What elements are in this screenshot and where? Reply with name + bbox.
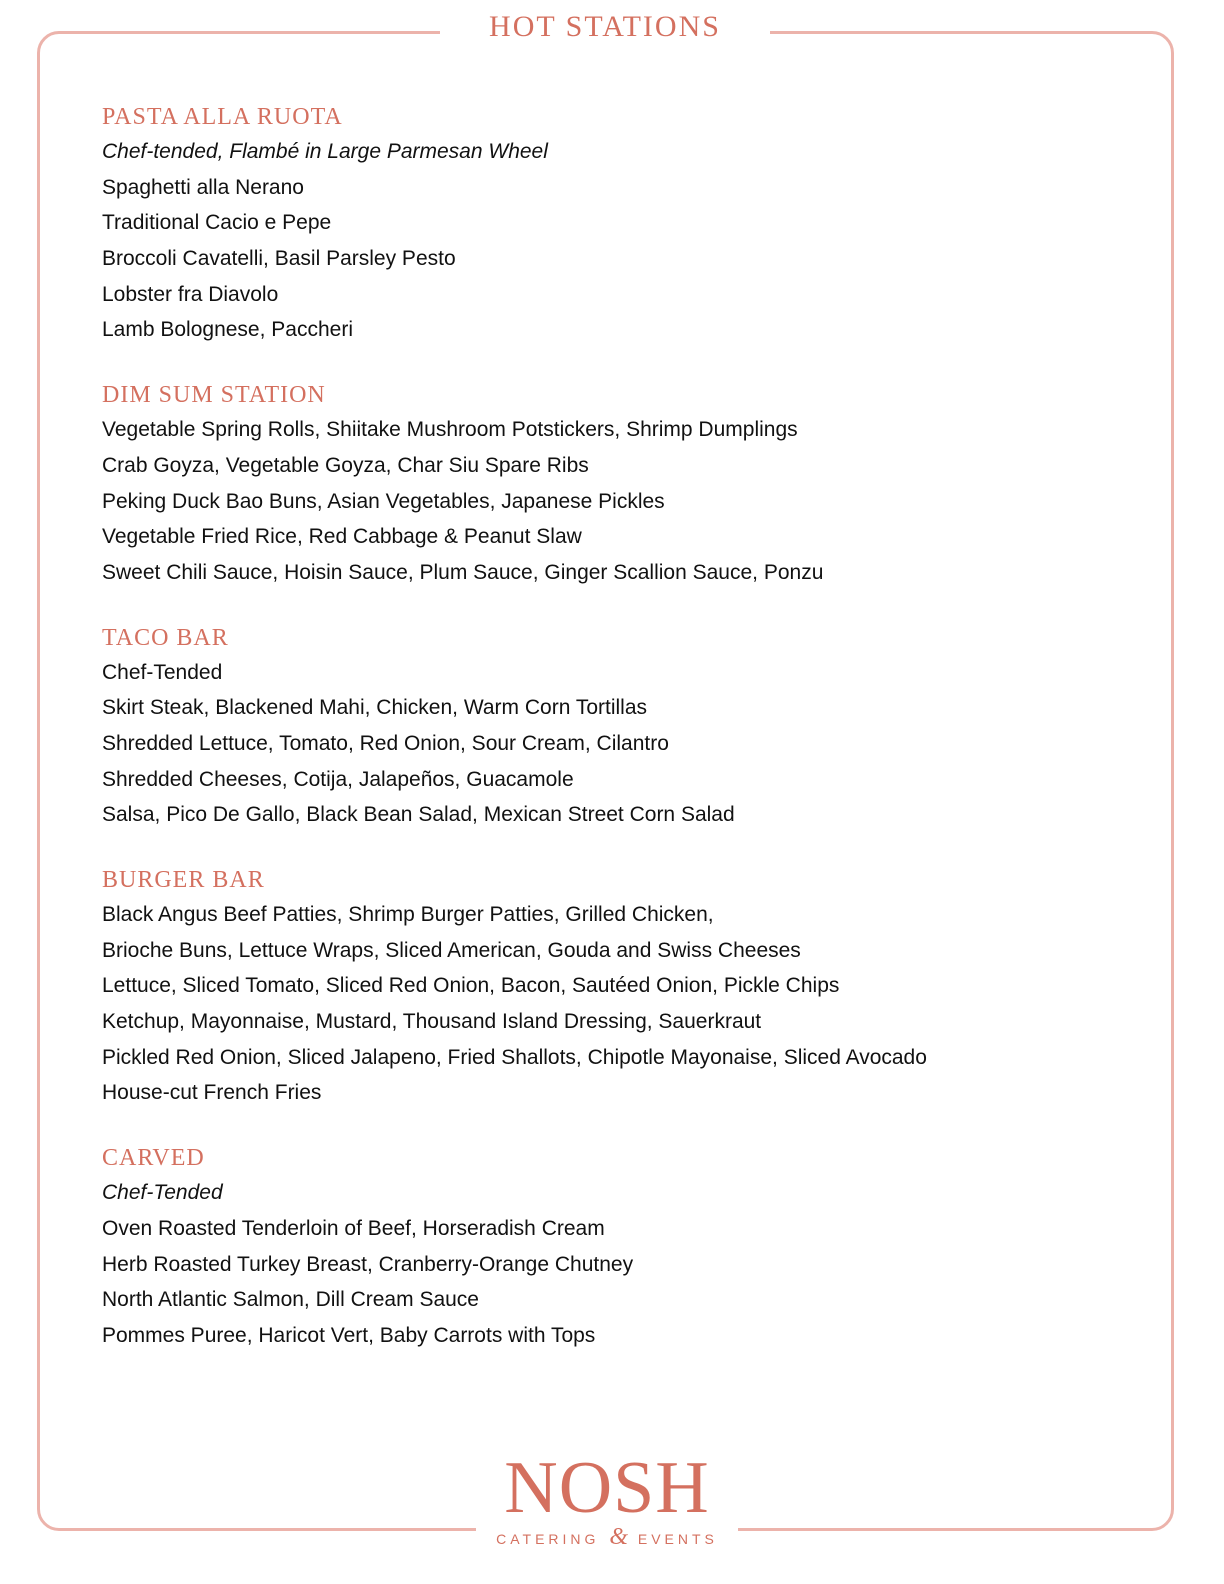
section-subtitle: Chef-tended, Flambé in Large Parmesan Wheel: [102, 140, 548, 163]
section-carved: [102, 1141, 1142, 1353]
menu-item: Lobster fra Diavolo: [102, 282, 279, 306]
logo-ampersand: &: [609, 1524, 628, 1550]
logo-tagline: [476, 1524, 738, 1552]
menu-item: Spaghetti alla Nerano: [102, 175, 304, 199]
menu-item: Peking Duck Bao Buns, Asian Vegetables, Japanese Pickles: [102, 489, 665, 513]
menu-item: Pickled Red Onion, Sliced Jalapeno, Fried Shallots, Chipotle Mayonaise, Sliced Avocado: [102, 1045, 927, 1069]
menu-item: Shredded Cheeses, Cotija, Jalapeños, Guacamole: [102, 767, 574, 791]
menu-item: Crab Goyza, Vegetable Goyza, Char Siu Spare Ribs: [102, 453, 589, 477]
logo-tagline-left: CATERING: [496, 1531, 600, 1547]
section-title: BURGER BAR: [102, 867, 265, 893]
section-subtitle: Chef-Tended: [102, 1181, 223, 1205]
menu-item: Brioche Buns, Lettuce Wraps, Sliced American, Gouda and Swiss Cheeses: [102, 938, 801, 962]
menu-item: House-cut French Fries: [102, 1081, 322, 1105]
menu-item: Vegetable Spring Rolls, Shiitake Mushroom Potstickers, Shrimp Dumplings: [102, 418, 798, 442]
section-title: TACO BAR: [102, 624, 229, 651]
menu-item: Traditional Cacio e Pepe: [102, 211, 332, 235]
logo-tagline-right: EVENTS: [637, 1531, 718, 1547]
section-title: CARVED: [102, 1145, 205, 1172]
menu-item: Skirt Steak, Blackened Mahi, Chicken, Warm Corn Tortillas: [102, 696, 648, 720]
menu-item: Sweet Chili Sauce, Hoisin Sauce, Plum Sauce, Ginger Scallion Sauce, Ponzu: [102, 560, 824, 584]
page-title: HOT STATIONS: [489, 10, 721, 43]
section-burger-bar: [102, 863, 1142, 1111]
nosh-logo: [476, 1447, 738, 1552]
menu-item: Vegetable Fried Rice, Red Cabbage & Peanut Slaw: [102, 525, 582, 549]
menu-item: Lamb Bolognese, Paccheri: [102, 318, 353, 342]
menu-item: Herb Roasted Turkey Breast, Cranberry-Orange Chutney: [102, 1252, 634, 1276]
menu-item: Chef-Tended: [102, 660, 223, 684]
menu-item: Pommes Puree, Haricot Vert, Baby Carrots with Tops: [102, 1323, 596, 1347]
section-taco-bar: [102, 621, 1142, 833]
logo-wordmark: NOSH: [504, 1447, 710, 1529]
menu-item: North Atlantic Salmon, Dill Cream Sauce: [102, 1288, 479, 1312]
section-title: PASTA ALLA RUOTA: [102, 104, 343, 130]
section-title: DIM SUM STATION: [102, 382, 326, 409]
menu-item: Black Angus Beef Patties, Shrimp Burger Patties, Grilled Chicken,: [102, 903, 714, 926]
menu-item: Oven Roasted Tenderloin of Beef, Horseradish Cream: [102, 1216, 605, 1240]
menu-item: Salsa, Pico De Gallo, Black Bean Salad, Mexican Street Corn Salad: [102, 803, 735, 827]
menu-item: Broccoli Cavatelli, Basil Parsley Pesto: [102, 247, 456, 271]
menu-content: [102, 100, 1142, 1384]
menu-item: Ketchup, Mayonnaise, Mustard, Thousand Island Dressing, Sauerkraut: [102, 1010, 762, 1034]
section-pasta-alla-ruota: [102, 100, 1142, 348]
menu-item: Lettuce, Sliced Tomato, Sliced Red Onion, Bacon, Sautéed Onion, Pickle Chips: [102, 974, 840, 998]
menu-item: Shredded Lettuce, Tomato, Red Onion, Sour Cream, Cilantro: [102, 731, 669, 755]
section-dim-sum-station: [102, 378, 1142, 590]
